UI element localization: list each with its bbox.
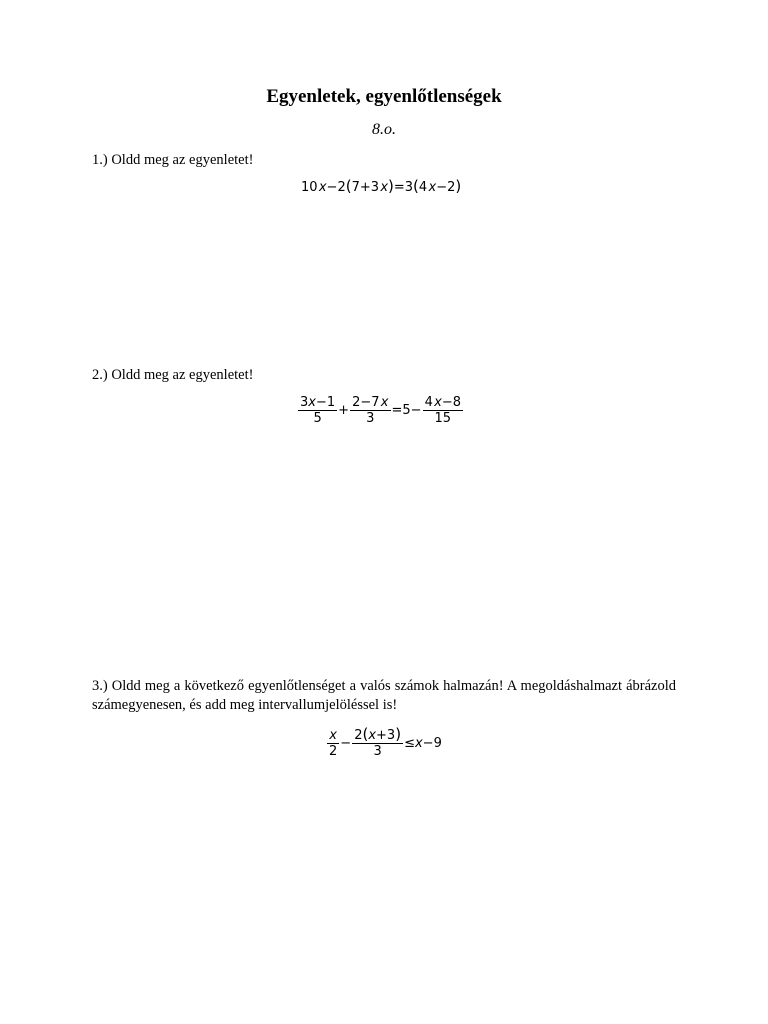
task-1-equation: 10 x−2(7+3 x)=3(4 x−2) (301, 177, 462, 195)
task-3-inequality: $\frac{x}{2}$ − $\frac{2(x+3)}{3}$ ≤x−9 (329, 725, 442, 759)
page-subtitle: 8.o. (372, 121, 396, 138)
page-title: Egyenletek, egyenlőtlenségek (266, 86, 502, 107)
task-1-instruction: 1.) Oldd meg az egyenletet! (92, 152, 254, 168)
task-2-equation: $\frac{3x-1}{5}$ + $\frac{2-7 x}{3}$ =5− $\frac{4 x-8}{15}$ (300, 395, 462, 426)
task-3-instruction: 3.) Oldd meg a következő egyenlőtlenséget a valós számok halmazán! A megoldáshalmazt ábrázold számegyenesen, és add meg intervallumjelöléssel is! (92, 678, 676, 713)
task-2-instruction: 2.) Oldd meg az egyenletet! (92, 367, 254, 383)
